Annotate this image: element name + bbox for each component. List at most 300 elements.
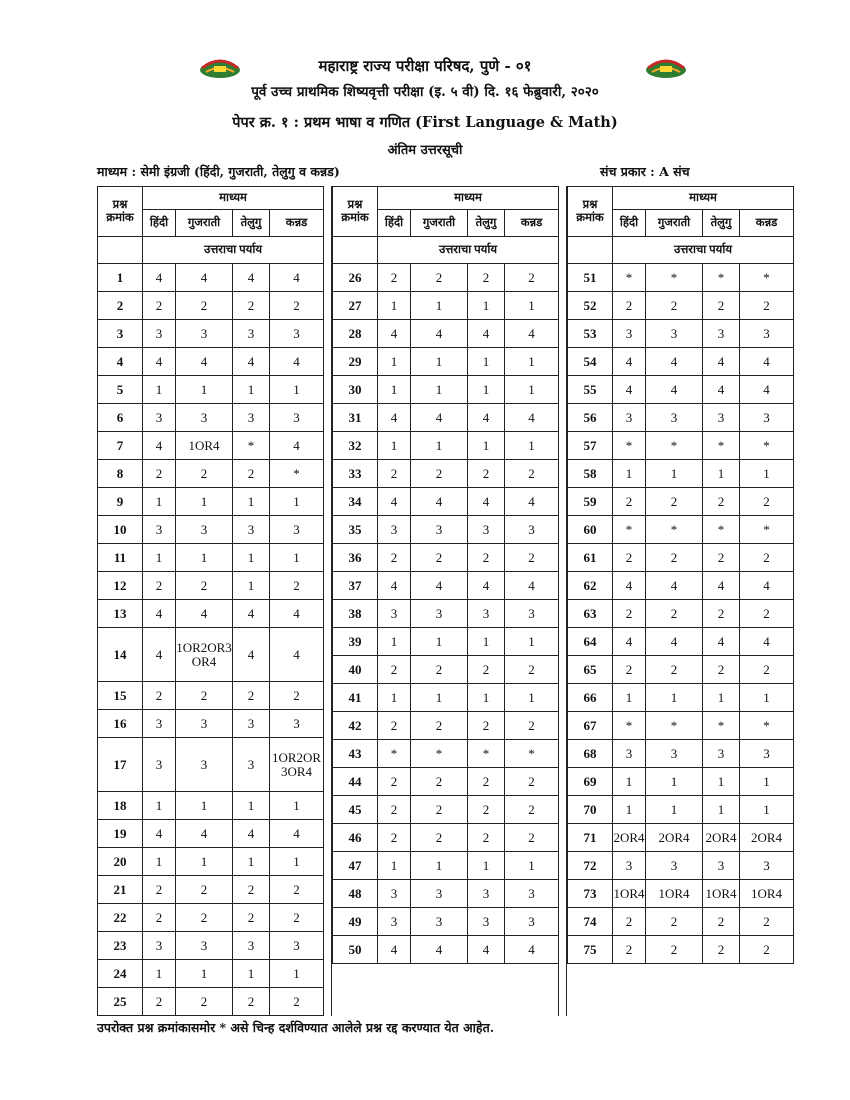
answer-cell: 2 — [613, 600, 646, 628]
answer-cell: 2 — [378, 712, 411, 740]
answer-cell: 1 — [233, 960, 270, 988]
answer-cell: 2 — [233, 460, 270, 488]
question-number: 60 — [568, 516, 613, 544]
answer-cell: 1 — [411, 432, 468, 460]
question-number: 9 — [98, 488, 143, 516]
question-number: 34 — [333, 488, 378, 516]
question-number: 63 — [568, 600, 613, 628]
answer-cell: 1 — [740, 768, 794, 796]
table-row — [333, 712, 559, 740]
answer-cell: 4 — [270, 628, 324, 682]
answer-cell: 3 — [468, 880, 505, 908]
answer-cell: 1 — [411, 628, 468, 656]
answer-cell: 2 — [233, 876, 270, 904]
question-number: 75 — [568, 936, 613, 964]
answer-cell: 1 — [613, 460, 646, 488]
answer-cell: 1 — [378, 292, 411, 320]
question-number: 70 — [568, 796, 613, 824]
answer-cell: 4 — [233, 820, 270, 848]
medium-header: माध्यम — [613, 187, 794, 210]
answer-cell: 1OR4 — [176, 432, 233, 460]
answer-cell: 2 — [613, 908, 646, 936]
answer-cell: * — [703, 712, 740, 740]
answer-cell: 2 — [233, 904, 270, 932]
table-row — [568, 432, 794, 460]
answer-cell: 1 — [411, 684, 468, 712]
blank-cell — [98, 237, 143, 264]
question-number: 43 — [333, 740, 378, 768]
answer-cell: 1 — [411, 348, 468, 376]
answer-cell: 3 — [505, 516, 559, 544]
answer-cell: 3 — [468, 908, 505, 936]
question-number: 49 — [333, 908, 378, 936]
answer-cell: 2 — [613, 936, 646, 964]
answer-cell: 2 — [143, 988, 176, 1016]
answer-cell: 4 — [646, 376, 703, 404]
answer-cell: 2 — [613, 656, 646, 684]
question-number: 19 — [98, 820, 143, 848]
answer-cell: 2 — [646, 600, 703, 628]
answer-key-block-3 — [567, 186, 794, 964]
answer-cell: 4 — [703, 376, 740, 404]
answer-cell: 4 — [378, 320, 411, 348]
table-row — [568, 852, 794, 880]
table-row — [333, 656, 559, 684]
answer-cell: 4 — [378, 404, 411, 432]
answer-cell: * — [646, 432, 703, 460]
blank-cell — [333, 237, 378, 264]
answer-cell: * — [740, 264, 794, 292]
question-number: 71 — [568, 824, 613, 852]
table-row — [568, 628, 794, 656]
answer-cell: 2 — [646, 292, 703, 320]
question-number: 65 — [568, 656, 613, 684]
question-number: 17 — [98, 738, 143, 792]
table-row — [333, 572, 559, 600]
answer-cell: 4 — [143, 820, 176, 848]
answer-cell: 1 — [646, 460, 703, 488]
answer-cell: 2 — [505, 544, 559, 572]
question-number: 68 — [568, 740, 613, 768]
answer-cell: 2 — [270, 292, 324, 320]
language-header: हिंदी — [143, 210, 176, 237]
answer-cell: 1 — [176, 848, 233, 876]
table-row — [98, 710, 324, 738]
table-row — [333, 852, 559, 880]
answer-cell: 1 — [740, 684, 794, 712]
answer-cell: 2 — [270, 682, 324, 710]
answer-cell: 4 — [468, 936, 505, 964]
table-row — [568, 544, 794, 572]
answer-cell: 1 — [505, 684, 559, 712]
set-type: संच प्रकार : A संच — [600, 164, 690, 179]
answer-cell: 4 — [233, 264, 270, 292]
answer-cell: 2 — [378, 796, 411, 824]
question-number: 4 — [98, 348, 143, 376]
table-row — [333, 544, 559, 572]
answer-cell: 2 — [505, 656, 559, 684]
answer-cell: 1 — [378, 684, 411, 712]
answer-cell: 4 — [505, 320, 559, 348]
answer-cell: 1 — [468, 852, 505, 880]
qno-header: प्रश्न क्रमांक — [568, 187, 613, 237]
question-number: 6 — [98, 404, 143, 432]
table-row — [568, 740, 794, 768]
question-number: 73 — [568, 880, 613, 908]
answer-cell: 4 — [740, 376, 794, 404]
answer-cell: 1 — [703, 768, 740, 796]
qno-header: प्रश्न क्रमांक — [333, 187, 378, 237]
answer-cell: 3 — [740, 404, 794, 432]
answer-cell: 2 — [740, 488, 794, 516]
question-number: 22 — [98, 904, 143, 932]
answer-cell: 3 — [143, 320, 176, 348]
answer-cell: 3 — [176, 932, 233, 960]
answer-cell: 2 — [505, 712, 559, 740]
question-number: 72 — [568, 852, 613, 880]
answer-cell: 2 — [468, 712, 505, 740]
medium-header: माध्यम — [143, 187, 324, 210]
answer-cell: 1 — [505, 852, 559, 880]
answer-cell: 2 — [505, 796, 559, 824]
answer-cell: * — [740, 516, 794, 544]
answer-cell: 3 — [176, 404, 233, 432]
question-number: 59 — [568, 488, 613, 516]
answer-cell: 4 — [505, 404, 559, 432]
answer-cell: 2 — [740, 600, 794, 628]
answer-key-block-1 — [97, 186, 324, 1016]
table-row — [568, 572, 794, 600]
answer-cell: 4 — [411, 572, 468, 600]
question-number: 20 — [98, 848, 143, 876]
language-header: तेलुगु — [703, 210, 740, 237]
qno-header: प्रश्न क्रमांक — [98, 187, 143, 237]
table-row — [568, 768, 794, 796]
answer-cell: 3 — [176, 320, 233, 348]
answer-cell: * — [703, 516, 740, 544]
question-number: 11 — [98, 544, 143, 572]
answer-cell: 1 — [646, 796, 703, 824]
table-row — [333, 488, 559, 516]
question-number: 64 — [568, 628, 613, 656]
question-number: 10 — [98, 516, 143, 544]
answer-cell: 1 — [613, 684, 646, 712]
table-row — [568, 936, 794, 964]
answer-cell: * — [613, 432, 646, 460]
language-header: गुजराती — [176, 210, 233, 237]
answer-cell: 2 — [143, 904, 176, 932]
table-row — [333, 824, 559, 852]
answer-cell: 2 — [378, 824, 411, 852]
table-row — [98, 848, 324, 876]
answer-cell: 3 — [143, 738, 176, 792]
answer-cell: 2 — [505, 460, 559, 488]
answer-cell: * — [703, 264, 740, 292]
answer-cell: 1 — [233, 572, 270, 600]
answer-cell: 2 — [468, 656, 505, 684]
answer-cell: 2 — [505, 768, 559, 796]
answer-cell: 2 — [703, 600, 740, 628]
answer-cell: * — [646, 712, 703, 740]
answer-cell: 1 — [505, 628, 559, 656]
answer-cell: 4 — [646, 572, 703, 600]
answer-cell: 4 — [468, 320, 505, 348]
answer-cell: 3 — [270, 516, 324, 544]
answer-cell: 1 — [233, 848, 270, 876]
language-header: कन्नड — [740, 210, 794, 237]
answer-cell: * — [613, 712, 646, 740]
answer-cell: * — [411, 740, 468, 768]
answer-cell: 2 — [646, 936, 703, 964]
question-number: 40 — [333, 656, 378, 684]
table-row — [333, 600, 559, 628]
answer-cell: 1 — [270, 544, 324, 572]
answer-cell: 4 — [143, 600, 176, 628]
language-header: गुजराती — [646, 210, 703, 237]
question-number: 50 — [333, 936, 378, 964]
answer-cell: 3 — [378, 600, 411, 628]
answer-cell: 4 — [646, 348, 703, 376]
table-row — [568, 880, 794, 908]
answer-cell: 2 — [143, 572, 176, 600]
answer-cell: 2 — [740, 544, 794, 572]
answer-cell: 2 — [646, 544, 703, 572]
answer-cell: 1 — [378, 432, 411, 460]
question-number: 8 — [98, 460, 143, 488]
question-number: 74 — [568, 908, 613, 936]
question-number: 48 — [333, 880, 378, 908]
question-number: 51 — [568, 264, 613, 292]
table-row — [98, 292, 324, 320]
answer-cell: 3 — [411, 600, 468, 628]
table-row — [333, 348, 559, 376]
answer-cell: 2 — [613, 292, 646, 320]
table-row — [568, 908, 794, 936]
table-row — [98, 600, 324, 628]
answer-cell: 2 — [468, 824, 505, 852]
language-header: तेलुगु — [233, 210, 270, 237]
language-header: हिंदी — [378, 210, 411, 237]
language-header: गुजराती — [411, 210, 468, 237]
question-number: 54 — [568, 348, 613, 376]
answer-cell: 2 — [411, 824, 468, 852]
question-number: 58 — [568, 460, 613, 488]
answer-cell: 4 — [468, 572, 505, 600]
answer-cell: 1 — [740, 796, 794, 824]
table-row — [333, 908, 559, 936]
answer-cell: 4 — [378, 936, 411, 964]
answer-cell: 3 — [411, 908, 468, 936]
answer-cell: 3 — [233, 932, 270, 960]
answer-cell: 4 — [176, 264, 233, 292]
table-row — [333, 796, 559, 824]
answer-cell: 2 — [703, 488, 740, 516]
question-number: 55 — [568, 376, 613, 404]
answer-cell: 4 — [703, 348, 740, 376]
answer-cell: 3 — [740, 740, 794, 768]
table-row — [568, 488, 794, 516]
answer-cell: 2 — [270, 876, 324, 904]
question-number: 53 — [568, 320, 613, 348]
answer-cell: 1 — [270, 488, 324, 516]
answer-cell: 1OR2OR 3OR4 — [270, 738, 324, 792]
table-row — [568, 460, 794, 488]
question-number: 25 — [98, 988, 143, 1016]
answer-cell: 2 — [468, 796, 505, 824]
answer-cell: 3 — [646, 404, 703, 432]
question-number: 14 — [98, 628, 143, 682]
table-row — [98, 876, 324, 904]
answer-cell: 1OR4 — [703, 880, 740, 908]
answer-cell: 2 — [468, 264, 505, 292]
answer-cell: 2 — [613, 544, 646, 572]
answer-cell: 4 — [143, 348, 176, 376]
answer-cell: 2 — [646, 908, 703, 936]
answer-cell: 1 — [468, 432, 505, 460]
answer-cell: 3 — [270, 932, 324, 960]
answer-cell: 2OR4 — [646, 824, 703, 852]
answer-cell: 4 — [233, 600, 270, 628]
answer-cell: 2 — [270, 572, 324, 600]
answer-cell: 1 — [411, 292, 468, 320]
answer-cell: 1 — [270, 792, 324, 820]
document-title: अंतिम उत्तरसूची — [387, 143, 463, 158]
answer-cell: 3 — [270, 710, 324, 738]
table-row — [98, 932, 324, 960]
footer-note: उपरोक्त प्रश्न क्रमांकासमोर * असे चिन्ह दर्शविण्यात आलेले प्रश्न रद्द करण्यात येत आहेत. — [97, 1020, 495, 1035]
answer-cell: 3 — [143, 710, 176, 738]
answer-cell: 3 — [646, 740, 703, 768]
answer-cell: 2 — [378, 656, 411, 684]
answer-cell: * — [703, 432, 740, 460]
table-row — [568, 712, 794, 740]
answer-cell: 1 — [233, 544, 270, 572]
table-row — [98, 320, 324, 348]
answer-cell: 2 — [176, 682, 233, 710]
table-row — [333, 460, 559, 488]
answer-cell: 2 — [613, 488, 646, 516]
question-number: 24 — [98, 960, 143, 988]
table-row — [98, 820, 324, 848]
question-number: 32 — [333, 432, 378, 460]
answer-cell: * — [740, 432, 794, 460]
question-number: 62 — [568, 572, 613, 600]
answer-cell: 2 — [505, 264, 559, 292]
answer-cell: 2 — [703, 656, 740, 684]
answer-cell: 2 — [703, 292, 740, 320]
answer-cell: 1 — [270, 960, 324, 988]
table-row — [333, 936, 559, 964]
answer-cell: 4 — [613, 628, 646, 656]
answer-cell: 3 — [176, 516, 233, 544]
table-row — [333, 516, 559, 544]
answer-cell: * — [468, 740, 505, 768]
answer-cell: 2 — [740, 936, 794, 964]
answer-cell: 3 — [378, 880, 411, 908]
answer-cell: 1 — [378, 628, 411, 656]
answer-cell: 1 — [646, 768, 703, 796]
answer-cell: 2OR4 — [613, 824, 646, 852]
table-row — [333, 404, 559, 432]
answer-cell: 4 — [613, 572, 646, 600]
answer-cell: 3 — [176, 738, 233, 792]
question-number: 45 — [333, 796, 378, 824]
table-row — [98, 544, 324, 572]
table-row — [333, 292, 559, 320]
table-row — [98, 682, 324, 710]
answer-cell: 3 — [613, 852, 646, 880]
question-number: 5 — [98, 376, 143, 404]
language-header: कन्नड — [505, 210, 559, 237]
medium-label: माध्यम : सेमी इंग्रजी (हिंदी, गुजराती, तेलुगु व कन्नड) — [97, 164, 340, 179]
table-row — [568, 320, 794, 348]
answer-cell: 4 — [613, 348, 646, 376]
answer-cell: 1 — [468, 684, 505, 712]
answer-cell: 2 — [411, 656, 468, 684]
answer-cell: 3 — [646, 320, 703, 348]
answer-cell: 1 — [143, 488, 176, 516]
answer-cell: 3 — [270, 320, 324, 348]
answer-cell: 4 — [233, 628, 270, 682]
answer-cell: 1 — [176, 488, 233, 516]
question-number: 52 — [568, 292, 613, 320]
answer-cell: 1 — [176, 792, 233, 820]
question-number: 66 — [568, 684, 613, 712]
answer-cell: 2 — [176, 988, 233, 1016]
answer-cell: 1 — [411, 376, 468, 404]
answer-cell: 2 — [176, 572, 233, 600]
answer-cell: 3 — [740, 320, 794, 348]
answer-cell: 1 — [613, 796, 646, 824]
answer-cell: 4 — [143, 628, 176, 682]
answer-cell: 2 — [411, 264, 468, 292]
answer-cell: 4 — [411, 404, 468, 432]
answer-cell: 4 — [176, 348, 233, 376]
answer-cell: 1OR4 — [740, 880, 794, 908]
answer-cell: 2 — [646, 488, 703, 516]
answer-cell: 2 — [176, 460, 233, 488]
question-number: 29 — [333, 348, 378, 376]
answer-cell: 3 — [143, 516, 176, 544]
answer-cell: 4 — [411, 320, 468, 348]
answer-cell: 3 — [740, 852, 794, 880]
table-row — [98, 460, 324, 488]
medium-header: माध्यम — [378, 187, 559, 210]
answer-cell: 1 — [505, 348, 559, 376]
question-number: 15 — [98, 682, 143, 710]
answer-cell: 2 — [233, 988, 270, 1016]
answer-cell: 3 — [505, 880, 559, 908]
question-number: 69 — [568, 768, 613, 796]
answer-cell: 2 — [176, 876, 233, 904]
answer-cell: 4 — [270, 264, 324, 292]
answer-cell: 2 — [505, 824, 559, 852]
question-number: 7 — [98, 432, 143, 460]
answer-cell: 3 — [233, 320, 270, 348]
answer-cell: 1 — [143, 376, 176, 404]
options-header: उत्तराचा पर्याय — [378, 237, 559, 264]
answer-cell: 3 — [703, 404, 740, 432]
table-row — [568, 404, 794, 432]
question-number: 1 — [98, 264, 143, 292]
question-number: 18 — [98, 792, 143, 820]
column-separator — [558, 186, 567, 1016]
question-number: 33 — [333, 460, 378, 488]
answer-cell: 2 — [143, 876, 176, 904]
answer-cell: 3 — [143, 932, 176, 960]
answer-cell: 2 — [468, 460, 505, 488]
table-row — [98, 738, 324, 792]
